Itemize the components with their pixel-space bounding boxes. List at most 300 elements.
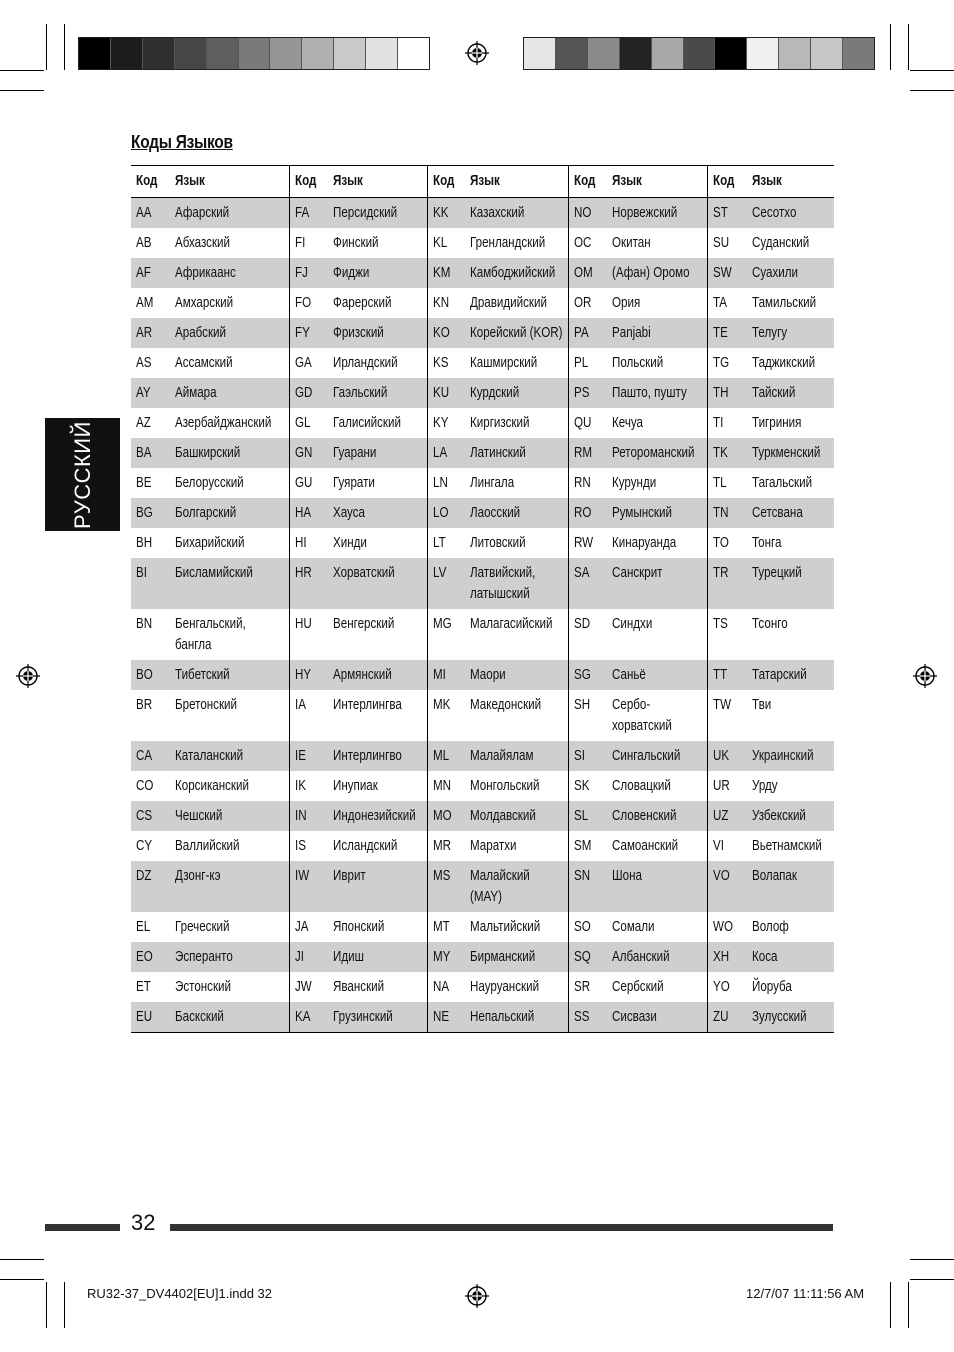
color-swatch <box>747 38 779 69</box>
language-code-cell: HI <box>289 528 328 558</box>
language-name-cell: Узбекский <box>747 801 834 831</box>
language-name-cell: Маратхи <box>470 838 517 854</box>
language-name-cell: Фарерский <box>333 295 392 311</box>
language-code-cell: EU <box>131 1002 170 1033</box>
color-swatch <box>111 38 143 69</box>
language-name-cell: Телугу <box>747 318 834 348</box>
language-name-cell: Словацкий <box>612 778 671 794</box>
language-code-cell: CS <box>131 801 170 831</box>
language-code-cell: SW <box>707 258 747 288</box>
language-code-cell: TH <box>707 378 747 408</box>
footer-file-info: RU32-37_DV4402[EU]1.indd 32 <box>87 1286 273 1301</box>
language-code-cell: HA <box>289 498 328 528</box>
crop-mark <box>0 90 44 91</box>
language-code-cell: DZ <box>131 861 170 912</box>
language-name-cell: Монгольский <box>470 778 540 794</box>
language-code-cell: SO <box>568 912 607 942</box>
table-row <box>131 861 834 912</box>
language-code-cell: AS <box>136 355 152 371</box>
language-name-cell: Пашто, пушту <box>607 378 707 408</box>
language-code-cell: LA <box>427 438 465 468</box>
language-name-cell: Башкирский <box>170 438 289 468</box>
language-code-cell: MG <box>427 609 465 660</box>
language-name-cell: Ретороманский <box>607 438 707 468</box>
language-code-cell: CA <box>131 741 170 771</box>
table-row <box>131 609 834 660</box>
language-code-cell: TW <box>707 690 747 741</box>
language-code-cell: BI <box>131 558 170 609</box>
language-code-cell: IA <box>289 690 328 741</box>
language-name-cell: Венгерский <box>333 616 395 632</box>
page-title: Коды Языков <box>131 132 233 152</box>
language-code-cell: HR <box>289 558 328 609</box>
language-code-cell: RW <box>568 528 607 558</box>
grayscale-color-bar-left <box>78 37 430 70</box>
language-name-cell: Лаосский <box>465 498 568 528</box>
table-row <box>131 408 834 438</box>
language-code-cell: KY <box>427 408 465 438</box>
language-name-cell: Туркменский <box>747 438 834 468</box>
language-code-cell: MK <box>427 690 465 741</box>
language-name-cell: Казахский <box>465 198 568 229</box>
language-name-cell: Фризский <box>328 318 427 348</box>
language-code-cell: TN <box>707 498 747 528</box>
language-name-cell: Суахили <box>747 258 834 288</box>
language-name-cell: Тамильский <box>752 295 817 311</box>
language-code-cell: TI <box>707 408 747 438</box>
language-name-cell: Армянский <box>328 660 427 690</box>
language-name-cell: Интерлингво <box>328 741 427 771</box>
language-name-cell: Африкаанс <box>170 258 289 288</box>
language-name-cell: Самоанский <box>612 838 679 854</box>
language-name-cell: Киргизский <box>470 415 530 431</box>
language-code-cell: NO <box>568 198 607 229</box>
language-code-cell: SL <box>568 801 607 831</box>
crop-mark <box>910 90 954 91</box>
language-name-cell: Сетсвана <box>747 498 834 528</box>
language-name-cell: Гренландский <box>470 235 546 251</box>
language-name-cell: Чешский <box>170 801 289 831</box>
language-name-cell: Непальский <box>465 1002 568 1033</box>
language-name-cell: Сисвази <box>607 1002 707 1033</box>
language-name-cell: Гуарани <box>328 438 427 468</box>
language-name-cell: Эстонский <box>175 979 232 995</box>
language-code-cell: FA <box>289 198 328 229</box>
table-row <box>131 831 834 861</box>
language-name-cell: Болгарский <box>170 498 289 528</box>
table-row <box>131 690 834 741</box>
registration-mark-icon <box>465 41 489 65</box>
language-code-cell: LT <box>427 528 465 558</box>
language-name-cell: Курдский <box>465 378 568 408</box>
language-code-cell: BA <box>131 438 170 468</box>
crop-mark <box>46 1282 47 1328</box>
language-name-cell: Тагальский <box>752 475 813 491</box>
language-code-cell: QU <box>568 408 607 438</box>
language-code-cell: KS <box>427 348 465 378</box>
language-code-cell: TO <box>707 528 747 558</box>
language-name-cell: Японский <box>333 919 385 935</box>
side-language-tab <box>45 418 120 531</box>
language-name-cell: Зулусский <box>747 1002 834 1033</box>
color-swatch <box>334 38 366 69</box>
language-code-cell: SQ <box>568 942 607 972</box>
language-code-cell: GU <box>289 468 328 498</box>
color-swatch <box>398 38 429 69</box>
language-name-cell: Суданский <box>752 235 810 251</box>
language-code-cell: GL <box>289 408 328 438</box>
table-row <box>131 972 834 1002</box>
color-swatch <box>556 38 588 69</box>
table-row <box>131 348 834 378</box>
language-code-cell: RO <box>568 498 607 528</box>
language-name-cell: Хауса <box>328 498 427 528</box>
language-name-cell: Дзонг-кэ <box>170 861 289 912</box>
language-name-cell: Корейский (KOR) <box>465 318 568 348</box>
language-code-cell: UZ <box>707 801 747 831</box>
language-name-cell: Дравидийский <box>470 295 547 311</box>
table-row <box>131 258 834 288</box>
language-name-cell: Хинди <box>333 535 367 551</box>
registration-mark-icon <box>16 664 40 688</box>
language-code-cell: SH <box>568 690 607 741</box>
language-name-cell: Финский <box>333 235 379 251</box>
language-name-cell: Тви <box>752 697 772 713</box>
language-name-cell: Латвийский, латышский <box>465 558 568 609</box>
language-code-cell: HU <box>289 609 328 660</box>
language-name-cell: Татарский <box>747 660 834 690</box>
language-code-cell: GN <box>289 438 328 468</box>
language-name-cell: Тсонго <box>752 616 788 632</box>
language-name-cell: Вьетнамский <box>752 838 822 854</box>
language-name-cell: Урду <box>752 778 778 794</box>
language-name-cell: Мальтийский <box>470 919 541 935</box>
language-code-cell: NA <box>427 972 465 1002</box>
language-name-cell: Грузинский <box>328 1002 427 1033</box>
language-code-cell: MS <box>427 861 465 912</box>
language-code-cell: SS <box>568 1002 607 1033</box>
language-name-cell: Словенский <box>607 801 707 831</box>
language-code-cell: VO <box>707 861 747 912</box>
language-code-cell: KM <box>427 258 465 288</box>
crop-mark <box>910 1279 954 1280</box>
language-name-cell: Ассамский <box>175 355 233 371</box>
color-swatch <box>207 38 239 69</box>
language-code-cell: OR <box>568 288 607 318</box>
table-row <box>131 912 834 942</box>
language-code-cell: AA <box>131 198 170 229</box>
crop-mark <box>46 24 47 70</box>
language-code-cell: FI <box>289 228 328 258</box>
page-number: 32 <box>131 1210 156 1235</box>
column-header-code: Код <box>707 166 747 198</box>
language-name-cell: Идиш <box>328 942 427 972</box>
language-code-cell: CY <box>136 838 153 854</box>
language-name-cell: Коса <box>747 942 834 972</box>
language-code-cell: RN <box>568 468 607 498</box>
color-swatch <box>652 38 684 69</box>
language-code-cell: AF <box>131 258 170 288</box>
language-code-cell: KK <box>427 198 465 229</box>
table-row <box>131 771 834 801</box>
language-name-cell: Гуярати <box>333 475 375 491</box>
language-code-cell: IS <box>289 831 328 861</box>
color-swatch <box>843 38 874 69</box>
language-name-cell: Албанский <box>607 942 707 972</box>
language-name-cell: Курунди <box>612 475 657 491</box>
color-swatch <box>366 38 398 69</box>
language-name-cell: Волоф <box>752 919 789 935</box>
crop-mark <box>64 24 65 70</box>
language-code-cell: IE <box>289 741 328 771</box>
language-name-cell: Ория <box>612 295 641 311</box>
language-name-cell: Азербайджанский <box>175 415 272 431</box>
language-name-cell: Санскрит <box>607 558 707 609</box>
table-row <box>131 801 834 831</box>
language-code-cell: BH <box>136 535 153 551</box>
language-name-cell: Афарский <box>170 198 289 229</box>
table-row <box>131 228 834 258</box>
language-code-cell: ST <box>707 198 747 229</box>
language-name-cell: Польский <box>612 355 664 371</box>
table-row <box>131 288 834 318</box>
language-code-cell: HY <box>289 660 328 690</box>
language-code-cell: SR <box>568 972 607 1002</box>
column-header-language: Язык <box>328 166 427 198</box>
language-code-cell: IW <box>289 861 328 912</box>
language-name-cell: Сомали <box>612 919 655 935</box>
language-name-cell: Таджикский <box>752 355 816 371</box>
language-code-cell: KU <box>427 378 465 408</box>
language-code-cell: FY <box>289 318 328 348</box>
language-code-cell: PL <box>568 348 607 378</box>
language-name-cell: Ирландский <box>333 355 398 371</box>
footer-timestamp: 12/7/07 11:11:56 AM <box>746 1286 865 1301</box>
language-name-cell: Сесотхо <box>747 198 834 229</box>
crop-mark <box>890 1282 891 1328</box>
language-name-cell: Македонский <box>470 697 542 713</box>
table-row <box>131 528 834 558</box>
language-code-cell: AB <box>136 235 152 251</box>
language-name-cell: Науруанский <box>470 979 540 995</box>
column-header-code: Код <box>131 166 170 198</box>
language-code-cell: LO <box>427 498 465 528</box>
language-code-cell: JW <box>289 972 328 1002</box>
table-row <box>131 198 834 229</box>
language-name-cell: Гаэльский <box>328 378 427 408</box>
language-name-cell: Бихарийский <box>175 535 245 551</box>
language-code-cell: LV <box>427 558 465 609</box>
language-code-cell: OC <box>568 228 607 258</box>
language-code-cell: KA <box>289 1002 328 1033</box>
color-swatch <box>302 38 334 69</box>
language-name-cell: Баскский <box>170 1002 289 1033</box>
language-code-cell: SG <box>568 660 607 690</box>
language-name-cell: Бисламийский <box>170 558 289 609</box>
language-name-cell: Персидский <box>328 198 427 229</box>
language-code-cell: UK <box>707 741 747 771</box>
column-header-language: Язык <box>747 166 834 198</box>
language-name-cell: Йоруба <box>752 979 792 995</box>
language-code-cell: SM <box>568 831 607 861</box>
crop-mark <box>64 1282 65 1328</box>
language-name-cell: Греческий <box>175 919 230 935</box>
language-code-cell: AZ <box>136 415 151 431</box>
crop-mark <box>908 1282 909 1328</box>
language-name-cell: Хорватский <box>328 558 427 609</box>
language-name-cell: Panjabi <box>607 318 707 348</box>
language-name-cell: Румынский <box>607 498 707 528</box>
language-name-cell: Кашмирский <box>470 355 538 371</box>
color-swatch <box>684 38 716 69</box>
language-code-cell: ML <box>427 741 465 771</box>
language-code-cell: BR <box>136 697 153 713</box>
language-name-cell: Корсиканский <box>175 778 249 794</box>
language-name-cell: Молдавский <box>465 801 568 831</box>
language-name-cell: Эсперанто <box>170 942 289 972</box>
table-row <box>131 1002 834 1033</box>
language-name-cell: Арабский <box>170 318 289 348</box>
language-code-cell: MR <box>427 831 465 861</box>
language-code-cell: MI <box>427 660 465 690</box>
registration-mark-icon <box>465 1284 489 1308</box>
language-name-cell: Маори <box>465 660 568 690</box>
language-name-cell: Сербский <box>612 979 664 995</box>
language-name-cell: Индонезийский <box>328 801 427 831</box>
language-name-cell: Турецкий <box>747 558 834 609</box>
language-name-cell: Яванский <box>333 979 385 995</box>
language-code-cell: MN <box>427 771 465 801</box>
language-name-cell: Кинаруанда <box>612 535 677 551</box>
table-header-row <box>131 166 834 198</box>
language-code-cell: AY <box>131 378 170 408</box>
language-code-cell: TT <box>707 660 747 690</box>
table-row <box>131 378 834 408</box>
language-code-cell: PS <box>568 378 607 408</box>
language-name-cell: Окитан <box>612 235 651 251</box>
color-swatch <box>239 38 271 69</box>
language-code-cell: WO <box>707 912 747 942</box>
column-header-language: Язык <box>607 166 707 198</box>
page-bar-right <box>170 1224 833 1231</box>
language-name-cell: Малайский (MAY) <box>465 861 568 912</box>
language-name-cell: Амхарский <box>175 295 234 311</box>
language-name-cell: Саньё <box>607 660 707 690</box>
language-name-cell: Камбоджийский <box>465 258 568 288</box>
table-row <box>131 468 834 498</box>
language-name-cell: Тибетский <box>170 660 289 690</box>
language-code-cell: EL <box>136 919 151 935</box>
crop-mark <box>0 1279 44 1280</box>
language-code-cell: BE <box>136 475 152 491</box>
language-name-cell: Малайялам <box>465 741 568 771</box>
language-code-cell: TG <box>707 348 747 378</box>
language-code-cell: TR <box>707 558 747 609</box>
color-swatch <box>779 38 811 69</box>
language-name-cell: Норвежский <box>607 198 707 229</box>
page-bar-left <box>45 1224 120 1231</box>
language-code-cell: EO <box>131 942 170 972</box>
color-swatch <box>588 38 620 69</box>
language-name-cell: Тайский <box>747 378 834 408</box>
language-name-cell: Иврит <box>328 861 427 912</box>
language-name-cell: Тонга <box>752 535 782 551</box>
column-header-code: Код <box>568 166 607 198</box>
table-row <box>131 741 834 771</box>
language-code-cell: SU <box>707 228 747 258</box>
language-code-cell: YO <box>707 972 747 1002</box>
language-name-cell: Латинский <box>465 438 568 468</box>
language-name-cell: Бретонский <box>175 697 238 713</box>
language-code-cell: SA <box>568 558 607 609</box>
language-name-cell: (Афан) Оромо <box>607 258 707 288</box>
table-row <box>131 438 834 468</box>
language-name-cell: Синдхи <box>612 616 653 632</box>
language-code-cell: AR <box>131 318 170 348</box>
language-code-cell: AM <box>136 295 154 311</box>
language-code-cell: CO <box>136 778 154 794</box>
language-code-cell: SN <box>568 861 607 912</box>
language-code-cell: OM <box>568 258 607 288</box>
crop-mark <box>0 1259 44 1260</box>
language-name-cell: Абхазский <box>175 235 231 251</box>
language-code-cell: SI <box>568 741 607 771</box>
side-language-tab-label: РУССКИЙ <box>69 420 95 529</box>
color-swatch <box>524 38 556 69</box>
language-code-cell: KN <box>427 288 465 318</box>
language-code-cell: MY <box>427 942 465 972</box>
language-name-cell: Лингала <box>470 475 515 491</box>
language-name-cell: Литовский <box>470 535 526 551</box>
language-name-cell: Валлийский <box>175 838 240 854</box>
language-code-cell: ET <box>136 979 151 995</box>
language-code-cell: TL <box>707 468 747 498</box>
table-row <box>131 498 834 528</box>
language-name-cell: Фиджи <box>328 258 427 288</box>
language-name-cell: Аймара <box>170 378 289 408</box>
language-code-cell: JI <box>289 942 328 972</box>
language-code-cell: LN <box>427 468 465 498</box>
crop-mark <box>0 70 44 71</box>
language-name-cell: Галисийский <box>333 415 401 431</box>
language-code-cell: KL <box>427 228 465 258</box>
language-code-cell: MO <box>427 801 465 831</box>
language-name-cell: Каталанский <box>170 741 289 771</box>
language-code-cell: XH <box>707 942 747 972</box>
language-name-cell: Интерлингва <box>333 697 402 713</box>
language-code-cell: TA <box>707 288 747 318</box>
language-code-cell: GA <box>289 348 328 378</box>
language-name-cell: Бирманский <box>465 942 568 972</box>
column-header-language: Язык <box>170 166 289 198</box>
color-swatch <box>143 38 175 69</box>
color-swatch <box>715 38 747 69</box>
table-row <box>131 558 834 609</box>
language-name-cell: Сербо- хорватский <box>612 697 672 734</box>
language-code-cell: UR <box>707 771 747 801</box>
language-code-cell: SK <box>568 771 607 801</box>
language-code-cell: BG <box>131 498 170 528</box>
registration-mark-icon <box>913 664 937 688</box>
language-code-cell: VI <box>707 831 747 861</box>
language-name-cell: Малагасийский <box>470 616 553 632</box>
language-code-cell: GD <box>289 378 328 408</box>
column-header-code: Код <box>289 166 328 198</box>
color-swatch <box>79 38 111 69</box>
crop-mark <box>910 70 954 71</box>
language-name-cell: Волапак <box>747 861 834 912</box>
language-name-cell: Исландский <box>333 838 398 854</box>
